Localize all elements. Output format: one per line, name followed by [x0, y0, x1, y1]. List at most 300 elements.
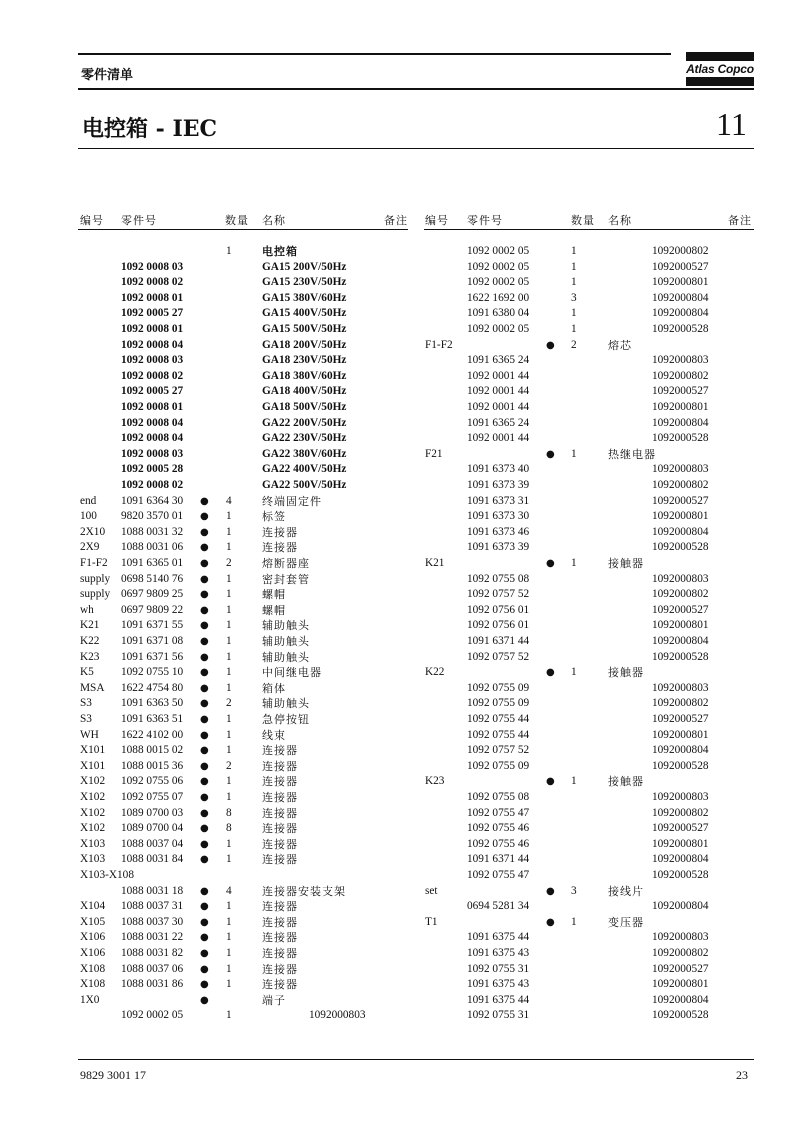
- quantity-cell: 1: [226, 588, 232, 601]
- table-row: [0, 962, 800, 978]
- table-row: [0, 852, 800, 868]
- remark-cell: 1092000804: [652, 635, 709, 647]
- table-row: [0, 696, 800, 712]
- pos-cell: X108: [80, 978, 106, 991]
- table-row: [0, 494, 800, 510]
- remark-cell: 1092000804: [652, 416, 709, 429]
- part-number-cell: 1091 6373 46: [467, 525, 530, 538]
- quantity-cell: 1: [226, 650, 232, 663]
- pos-cell: 2X10: [80, 525, 106, 538]
- part-number-cell: 1092 0755 44: [467, 728, 530, 741]
- pos-cell: S3: [80, 697, 92, 710]
- name-cell: 变压器: [608, 915, 644, 929]
- part-number-cell: 1092 0001 44: [467, 385, 530, 398]
- part-number-cell: 1091 6364 30: [121, 494, 184, 507]
- part-number-cell: 1622 1692 00: [467, 291, 530, 304]
- table-row: [0, 977, 800, 993]
- table-row: [0, 899, 800, 915]
- quantity-cell: 1: [571, 557, 577, 569]
- quantity-cell: 2: [226, 759, 232, 772]
- bullet-icon: ●: [200, 901, 209, 913]
- part-number-cell: 1088 0031 84: [121, 853, 184, 866]
- bullet-icon: ●: [546, 448, 555, 460]
- table-row: [0, 525, 800, 541]
- pos-cell: K21: [425, 557, 445, 569]
- quantity-cell: 1: [226, 947, 232, 959]
- part-number-cell: 1092 0008 01: [121, 401, 184, 413]
- remark-cell: 1092000804: [652, 993, 709, 1006]
- quantity-cell: 1: [226, 619, 232, 632]
- bullet-icon: ●: [200, 963, 209, 975]
- name-cell: 接触器: [608, 557, 644, 570]
- bullet-icon: ●: [200, 495, 209, 507]
- header-top-rule: [78, 53, 671, 55]
- pos-cell: X102: [80, 775, 106, 788]
- col-header-qty-right: 数量: [571, 214, 595, 227]
- quantity-cell: 1: [226, 572, 232, 585]
- table-row: [0, 478, 800, 494]
- bullet-icon: ●: [200, 948, 209, 959]
- part-number-cell: 0694 5281 34: [467, 900, 530, 913]
- col-header-remark-left: 备注: [384, 214, 408, 227]
- bullet-icon: ●: [200, 854, 209, 866]
- remark-cell: 1092000804: [652, 744, 709, 757]
- pos-cell: X104: [80, 900, 106, 913]
- remark-cell: 1092000803: [309, 1009, 366, 1022]
- name-cell: GA18 500V/50Hz: [262, 401, 347, 413]
- name-cell: 辅助触头: [262, 650, 310, 664]
- bullet-icon: ●: [200, 651, 209, 663]
- name-cell: GA18 400V/50Hz: [262, 385, 347, 398]
- table-row: [0, 509, 800, 525]
- name-cell: 接触器: [608, 775, 644, 789]
- part-number-cell: 1089 0700 03: [121, 806, 184, 819]
- part-number-cell: 1088 0031 06: [121, 541, 184, 554]
- part-number-cell: 1092 0005 27: [121, 385, 184, 398]
- name-cell: 密封套管: [262, 572, 310, 586]
- table-row: [0, 587, 800, 603]
- table-row: [0, 712, 800, 728]
- table-row: [0, 556, 800, 572]
- bullet-icon: ●: [200, 714, 209, 725]
- col-header-name-right: 名称: [608, 214, 632, 227]
- quantity-cell: 1: [226, 541, 232, 554]
- pos-cell: X101: [80, 744, 106, 757]
- part-number-cell: 1092 0755 47: [467, 869, 530, 881]
- quantity-cell: 1: [226, 775, 232, 788]
- quantity-cell: 1: [226, 728, 232, 741]
- pos-cell: K5: [80, 666, 94, 679]
- quantity-cell: 1: [571, 276, 577, 289]
- quantity-cell: 1: [226, 791, 232, 803]
- bullet-icon: ●: [200, 636, 209, 647]
- remark-cell: 1092000801: [652, 728, 709, 741]
- table-row: [0, 306, 800, 322]
- name-cell: 连接器: [262, 947, 298, 960]
- remark-cell: 1092000802: [652, 588, 709, 601]
- bullet-icon: ●: [200, 698, 209, 710]
- table-row: [0, 369, 800, 385]
- bullet-icon: ●: [200, 729, 209, 741]
- pos-cell: WH: [80, 728, 99, 741]
- pos-cell: F1-F2: [80, 557, 108, 569]
- part-number-cell: 1622 4102 00: [121, 728, 184, 741]
- quantity-cell: 1: [571, 260, 577, 273]
- quantity-cell: 3: [571, 884, 577, 897]
- table-row: [0, 884, 800, 900]
- table-row: [0, 774, 800, 790]
- pos-cell: MSA: [80, 681, 105, 694]
- remark-cell: 1092000528: [652, 432, 709, 445]
- bullet-icon: ●: [546, 667, 555, 679]
- name-cell: 中间继电器: [262, 666, 322, 680]
- part-number-cell: 1092 0008 04: [121, 338, 184, 351]
- part-number-cell: 1092 0008 03: [121, 354, 184, 367]
- table-row: [0, 338, 800, 354]
- pos-cell: supply: [80, 588, 111, 601]
- name-cell: 辅助触头: [262, 619, 310, 633]
- part-number-cell: 1091 6380 04: [467, 307, 530, 320]
- remark-cell: 1092000527: [652, 713, 709, 725]
- quantity-cell: 1: [226, 853, 232, 866]
- table-row: [0, 681, 800, 697]
- name-cell: 连接器: [262, 791, 298, 804]
- name-cell: 终端固定件: [262, 494, 322, 508]
- pos-cell: end: [80, 494, 97, 507]
- bullet-icon: ●: [546, 885, 555, 897]
- quantity-cell: 3: [571, 291, 577, 304]
- remark-cell: 1092000801: [652, 510, 709, 523]
- part-number-cell: 1091 6373 39: [467, 541, 530, 554]
- bullet-icon: ●: [200, 604, 209, 616]
- quantity-cell: 1: [571, 666, 577, 679]
- part-number-cell: 1088 0031 32: [121, 525, 184, 538]
- remark-cell: 1092000801: [652, 837, 709, 850]
- remark-cell: 1092000528: [652, 869, 709, 881]
- pos-cell: X102: [80, 806, 106, 819]
- logo-bottom-bar: [686, 77, 754, 86]
- name-cell: GA18 380V/60Hz: [262, 369, 347, 382]
- remark-cell: 1092000527: [652, 494, 709, 507]
- quantity-cell: 1: [226, 1009, 232, 1022]
- bullet-icon: ●: [200, 885, 209, 897]
- part-number-cell: 1092 0008 01: [121, 323, 184, 335]
- bullet-icon: ●: [200, 823, 209, 835]
- part-number-cell: 1092 0755 08: [467, 791, 530, 803]
- quantity-cell: 1: [571, 323, 577, 335]
- name-cell: 标签: [262, 510, 286, 524]
- part-number-cell: 1092 0008 02: [121, 369, 184, 382]
- quantity-cell: 1: [226, 931, 232, 944]
- bullet-icon: ●: [200, 994, 209, 1006]
- remark-cell: 1092000802: [652, 697, 709, 710]
- quantity-cell: 4: [226, 494, 232, 507]
- part-number-cell: 9820 3570 01: [121, 510, 184, 523]
- name-cell: 连接器: [262, 931, 298, 945]
- remark-cell: 1092000803: [652, 463, 709, 476]
- name-cell: 热继电器: [608, 447, 656, 461]
- col-header-rule-left: [78, 229, 408, 230]
- footer-rule: [78, 1059, 754, 1060]
- part-number-cell: 1092 0756 01: [467, 619, 530, 632]
- part-number-cell: 1092 0002 05: [467, 323, 530, 335]
- table-row: [0, 572, 800, 588]
- table-row: [0, 915, 800, 931]
- part-number-cell: 1092 0002 05: [467, 245, 530, 257]
- pos-cell: K22: [425, 666, 445, 679]
- name-cell: GA22 380V/60Hz: [262, 447, 347, 460]
- bullet-icon: ●: [200, 776, 209, 788]
- name-cell: 辅助触头: [262, 697, 310, 711]
- part-number-cell: 1091 6375 43: [467, 947, 530, 959]
- quantity-cell: 1: [571, 307, 577, 320]
- section-number: 11: [716, 106, 747, 142]
- col-header-part-right: 零件号: [467, 214, 503, 227]
- table-row: [0, 806, 800, 822]
- part-number-cell: 1092 0008 04: [121, 432, 184, 445]
- quantity-cell: 1: [226, 962, 232, 975]
- col-header-name-left: 名称: [262, 214, 286, 227]
- part-number-cell: 1088 0037 04: [121, 837, 184, 850]
- bullet-icon: ●: [546, 776, 555, 788]
- part-number-cell: 1091 6363 51: [121, 713, 184, 725]
- part-number-cell: 1092 0005 28: [121, 463, 184, 476]
- name-cell: 连接器安装支架: [262, 884, 346, 898]
- part-number-cell: 1091 6373 40: [467, 463, 530, 476]
- part-number-cell: 1092 0755 09: [467, 681, 530, 694]
- table-row: [0, 665, 800, 681]
- part-number-cell: 1091 6371 44: [467, 853, 530, 866]
- part-number-cell: 1091 6365 24: [467, 416, 530, 429]
- part-number-cell: 1089 0700 04: [121, 822, 184, 835]
- pos-cell: S3: [80, 713, 92, 725]
- part-number-cell: 1091 6365 01: [121, 557, 184, 569]
- bullet-icon: ●: [200, 558, 209, 569]
- part-number-cell: 1092 0008 04: [121, 416, 184, 429]
- bullet-icon: ●: [200, 916, 209, 928]
- table-row: [0, 540, 800, 556]
- part-number-cell: 1092 0002 05: [121, 1009, 184, 1022]
- name-cell: 连接器: [262, 837, 298, 851]
- part-number-cell: 1091 6371 55: [121, 619, 184, 632]
- remark-cell: 1092000527: [652, 260, 709, 273]
- name-cell: 接线片: [608, 884, 644, 898]
- table-row: [0, 993, 800, 1009]
- part-number-cell: 1092 0002 05: [467, 260, 530, 273]
- quantity-cell: 8: [226, 822, 232, 835]
- quantity-cell: 1: [226, 915, 232, 928]
- remark-cell: 1092000802: [652, 479, 709, 491]
- table-row: [0, 728, 800, 744]
- part-number-cell: 1092 0755 31: [467, 1009, 530, 1022]
- remark-cell: 1092000527: [652, 603, 709, 616]
- col-header-part-left: 零件号: [121, 214, 157, 227]
- page-title: 电控箱 - IEC: [82, 116, 218, 142]
- pos-cell: X103: [80, 837, 106, 850]
- part-number-cell: 1092 0001 44: [467, 401, 530, 413]
- bullet-icon: ●: [200, 667, 209, 679]
- pos-cell: 100: [80, 510, 97, 523]
- remark-cell: 1092000804: [652, 525, 709, 538]
- quantity-cell: 1: [226, 713, 232, 725]
- table-row: [0, 322, 800, 338]
- remark-cell: 1092000527: [652, 385, 709, 398]
- name-cell: GA15 500V/50Hz: [262, 323, 347, 335]
- part-number-cell: 1088 0037 06: [121, 962, 184, 975]
- remark-cell: 1092000804: [652, 307, 709, 320]
- bullet-icon: ●: [200, 542, 209, 554]
- name-cell: 熔芯: [608, 338, 632, 352]
- remark-cell: 1092000527: [652, 822, 709, 835]
- part-number-cell: 1091 6375 44: [467, 931, 530, 944]
- name-cell: 线束: [262, 728, 286, 742]
- bullet-icon: ●: [200, 573, 209, 585]
- name-cell: 连接器: [262, 853, 298, 867]
- bullet-icon: ●: [200, 792, 209, 803]
- pos-cell: K22: [80, 635, 100, 647]
- table-row: [0, 618, 800, 634]
- quantity-cell: 1: [226, 681, 232, 694]
- table-row: [0, 759, 800, 775]
- name-cell: 端子: [262, 993, 286, 1007]
- part-number-cell: 1091 6365 24: [467, 354, 530, 367]
- quantity-cell: 1: [571, 447, 577, 460]
- table-row: [0, 837, 800, 853]
- name-cell: 电控箱: [262, 245, 298, 258]
- name-cell: 螺帽: [262, 603, 286, 617]
- header-bottom-rule: [78, 88, 754, 90]
- part-number-cell: 0698 5140 76: [121, 572, 184, 585]
- table-row: [0, 353, 800, 369]
- pos-cell: X102: [80, 822, 106, 835]
- pos-cell: X102: [80, 791, 106, 803]
- part-number-cell: 1092 0008 03: [121, 260, 184, 273]
- quantity-cell: 1: [226, 900, 232, 913]
- header-label: 零件清单: [81, 68, 134, 83]
- quantity-cell: 1: [571, 915, 577, 928]
- part-number-cell: 1092 0755 31: [467, 962, 530, 975]
- quantity-cell: 4: [226, 884, 232, 897]
- bullet-icon: ●: [200, 682, 209, 694]
- part-number-cell: 1092 0755 07: [121, 791, 184, 803]
- name-cell: 连接器: [262, 915, 298, 929]
- table-row: [0, 634, 800, 650]
- table-row: [0, 790, 800, 806]
- quantity-cell: 1: [226, 666, 232, 679]
- remark-cell: 1092000803: [652, 931, 709, 944]
- part-number-cell: 1091 6373 30: [467, 510, 530, 523]
- remark-cell: 1092000528: [652, 323, 709, 335]
- part-number-cell: 0697 9809 22: [121, 603, 184, 616]
- bullet-icon: ●: [200, 511, 209, 523]
- part-number-cell: 1092 0755 06: [121, 775, 184, 788]
- part-number-cell: 1088 0031 86: [121, 978, 184, 991]
- part-number-cell: 1091 6375 44: [467, 993, 530, 1006]
- name-cell: 连接器: [262, 525, 298, 539]
- table-row: [0, 868, 800, 884]
- quantity-cell: 8: [226, 806, 232, 819]
- part-number-cell: 1092 0755 09: [467, 759, 530, 772]
- table-row: [0, 930, 800, 946]
- remark-cell: 1092000528: [652, 650, 709, 663]
- bullet-icon: ●: [200, 979, 209, 991]
- quantity-cell: 1: [226, 978, 232, 991]
- pos-cell: X103: [80, 853, 106, 866]
- name-cell: 急停按钮: [262, 713, 310, 726]
- pos-cell: K21: [80, 619, 100, 632]
- part-number-cell: 0697 9809 25: [121, 588, 184, 601]
- remark-cell: 1092000801: [652, 401, 709, 413]
- part-number-cell: 1091 6373 39: [467, 479, 530, 491]
- remark-cell: 1092000803: [652, 791, 709, 803]
- bullet-icon: ●: [546, 916, 555, 928]
- part-number-cell: 1092 0008 02: [121, 276, 184, 289]
- col-header-pos-left: 编号: [80, 214, 104, 227]
- name-cell: 箱体: [262, 681, 286, 695]
- page-number: 23: [736, 1068, 748, 1082]
- quantity-cell: 2: [226, 557, 232, 569]
- name-cell: 连接器: [262, 759, 298, 773]
- name-cell: GA22 200V/50Hz: [262, 416, 347, 429]
- col-header-pos-right: 编号: [425, 214, 449, 227]
- remark-cell: 1092000801: [652, 978, 709, 991]
- table-row: [0, 821, 800, 837]
- part-number-cell: 1088 0037 30: [121, 915, 184, 928]
- part-number-cell: 1091 6363 50: [121, 697, 184, 710]
- name-cell: 连接器: [262, 978, 298, 992]
- bullet-icon: ●: [200, 620, 209, 632]
- name-cell: 连接器: [262, 900, 298, 914]
- pos-cell: F1-F2: [425, 338, 453, 351]
- name-cell: GA22 400V/50Hz: [262, 463, 347, 476]
- part-number-cell: 1091 6373 31: [467, 494, 530, 507]
- part-number-cell: 1092 0001 44: [467, 432, 530, 445]
- part-number-cell: 1622 4754 80: [121, 681, 184, 694]
- pos-cell: 2X9: [80, 541, 100, 554]
- pos-cell: X106: [80, 947, 106, 959]
- pos-cell: wh: [80, 603, 94, 616]
- table-row: [0, 743, 800, 759]
- part-number-cell: 1088 0037 31: [121, 900, 184, 913]
- table-row: [0, 603, 800, 619]
- name-cell: GA15 380V/60Hz: [262, 291, 347, 304]
- pos-cell: K23: [80, 650, 100, 663]
- table-row: [0, 291, 800, 307]
- name-cell: 连接器: [262, 806, 298, 820]
- remark-cell: 1092000804: [652, 291, 709, 304]
- table-row: [0, 431, 800, 447]
- part-number-cell: 1091 6371 44: [467, 635, 530, 647]
- pos-cell: X103-X108: [80, 869, 134, 881]
- table-row: [0, 384, 800, 400]
- quantity-cell: 2: [571, 338, 577, 351]
- name-cell: GA22 230V/50Hz: [262, 432, 347, 445]
- part-number-cell: 1091 6371 56: [121, 650, 184, 663]
- remark-cell: 1092000803: [652, 572, 709, 585]
- remark-cell: 1092000802: [652, 947, 709, 959]
- part-number-cell: 1092 0008 02: [121, 479, 184, 491]
- part-number-cell: 1092 0757 52: [467, 650, 530, 663]
- pos-cell: F21: [425, 447, 443, 460]
- pos-cell: 1X0: [80, 993, 100, 1006]
- quantity-cell: 1: [226, 245, 232, 257]
- remark-cell: 1092000528: [652, 541, 709, 554]
- col-header-rule-right: [424, 229, 754, 230]
- table-row: [0, 400, 800, 416]
- name-cell: 连接器: [262, 962, 298, 976]
- remark-cell: 1092000802: [652, 245, 709, 257]
- quantity-cell: 1: [226, 635, 232, 647]
